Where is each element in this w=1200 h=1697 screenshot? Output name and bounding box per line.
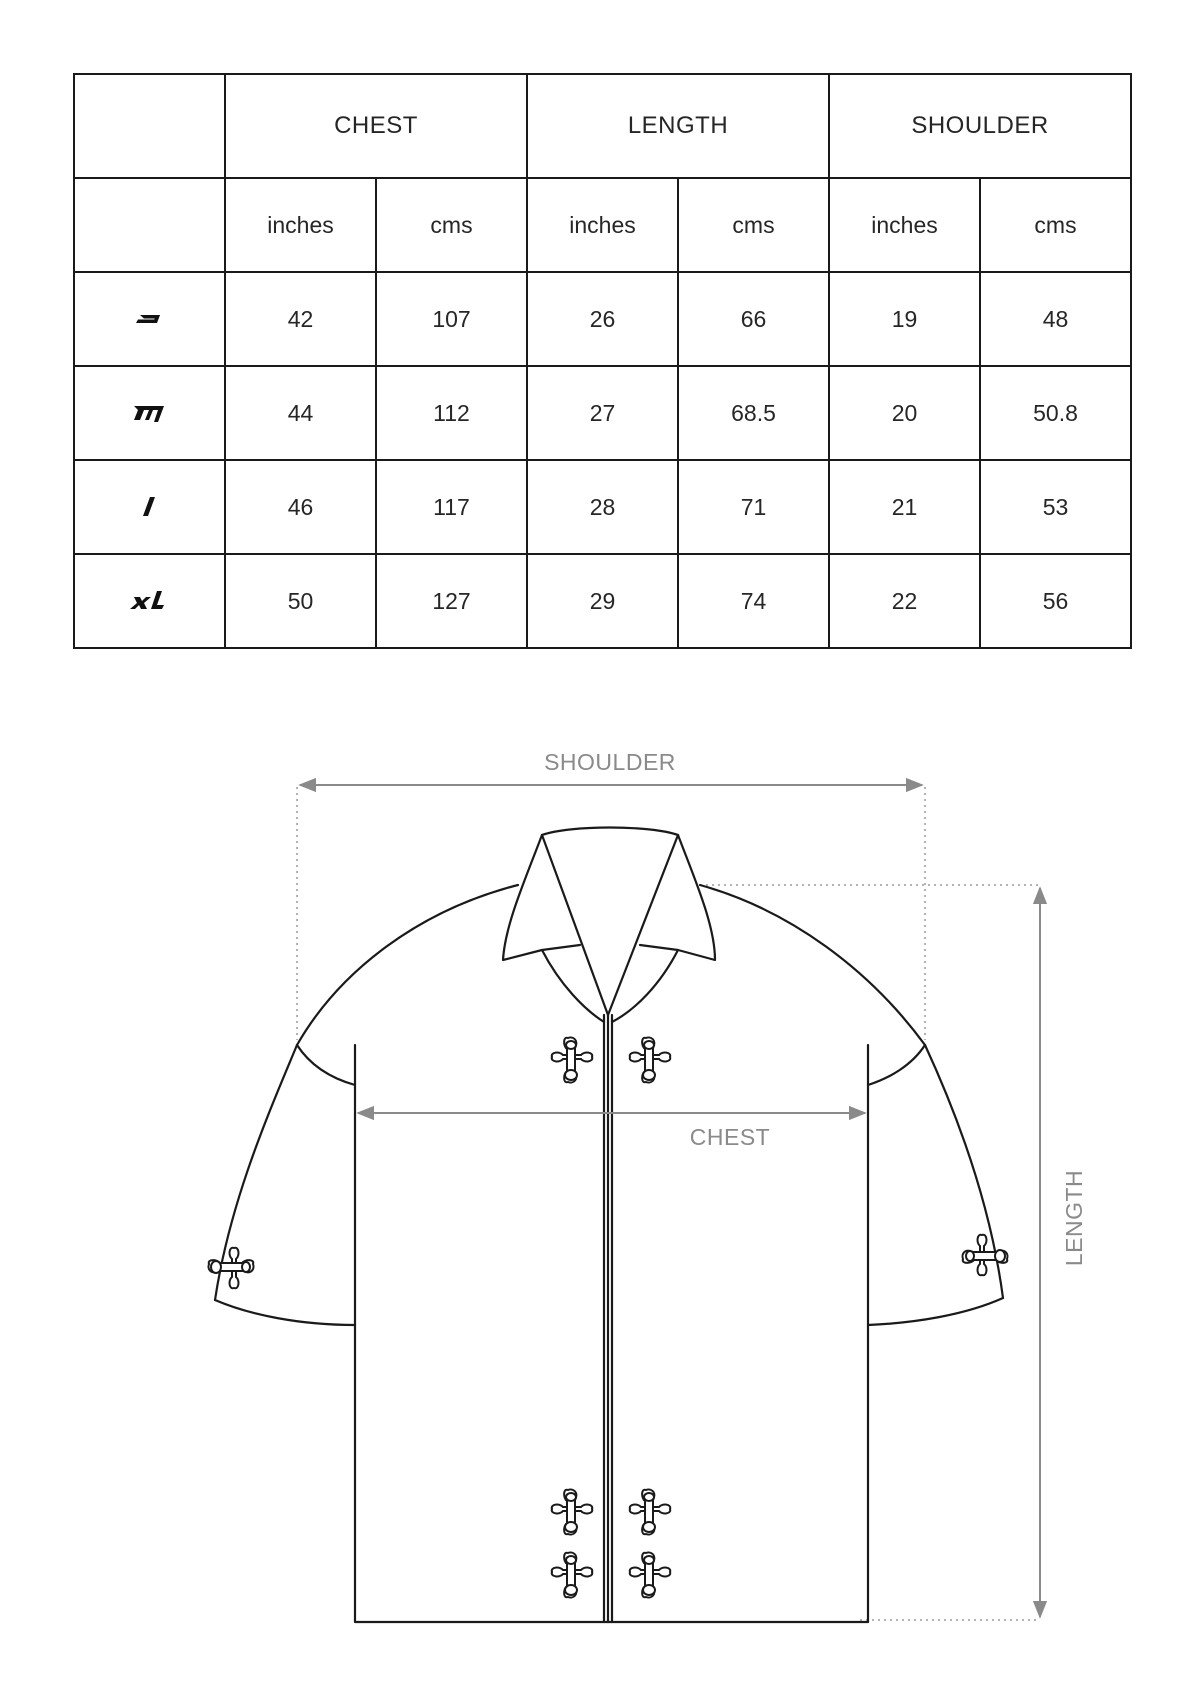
value-cell: 107 [376, 272, 527, 366]
shirt-outline [215, 828, 1003, 1623]
value-cell: 74 [678, 554, 829, 648]
value-cell: 21 [829, 460, 980, 554]
value-cell: 27 [527, 366, 678, 460]
shoulder-label: SHOULDER [544, 749, 676, 775]
value-cell: 66 [678, 272, 829, 366]
guide-lines [297, 787, 1040, 1620]
value-cell: 50 [225, 554, 376, 648]
value-cell: 19 [829, 272, 980, 366]
chest-label: CHEST [689, 1124, 771, 1150]
value-cell: 50.8 [980, 366, 1131, 460]
unit-cell: inches [527, 178, 678, 272]
unit-cell: cms [376, 178, 527, 272]
header-chest: CHEST [225, 74, 527, 178]
unit-cell: inches [225, 178, 376, 272]
shoulder-dimension [300, 749, 922, 785]
value-cell: 20 [829, 366, 980, 460]
unit-cell: inches [829, 178, 980, 272]
unit-cell: cms [980, 178, 1131, 272]
value-cell: 68.5 [678, 366, 829, 460]
value-cell: 112 [376, 366, 527, 460]
value-cell: 46 [225, 460, 376, 554]
value-cell: 42 [225, 272, 376, 366]
value-cell: 44 [225, 366, 376, 460]
value-cell: 48 [980, 272, 1131, 366]
header-length: LENGTH [527, 74, 829, 178]
value-cell: 71 [678, 460, 829, 554]
value-cell: 127 [376, 554, 527, 648]
value-cell: 22 [829, 554, 980, 648]
value-cell: 117 [376, 460, 527, 554]
unit-cell: cms [678, 178, 829, 272]
value-cell: 28 [527, 460, 678, 554]
value-cell: 56 [980, 554, 1131, 648]
value-cell: 53 [980, 460, 1131, 554]
length-label: LENGTH [1061, 1169, 1087, 1267]
value-cell: 29 [527, 554, 678, 648]
value-cell: 26 [527, 272, 678, 366]
length-dimension [1040, 888, 1087, 1617]
header-shoulder: SHOULDER [829, 74, 1131, 178]
